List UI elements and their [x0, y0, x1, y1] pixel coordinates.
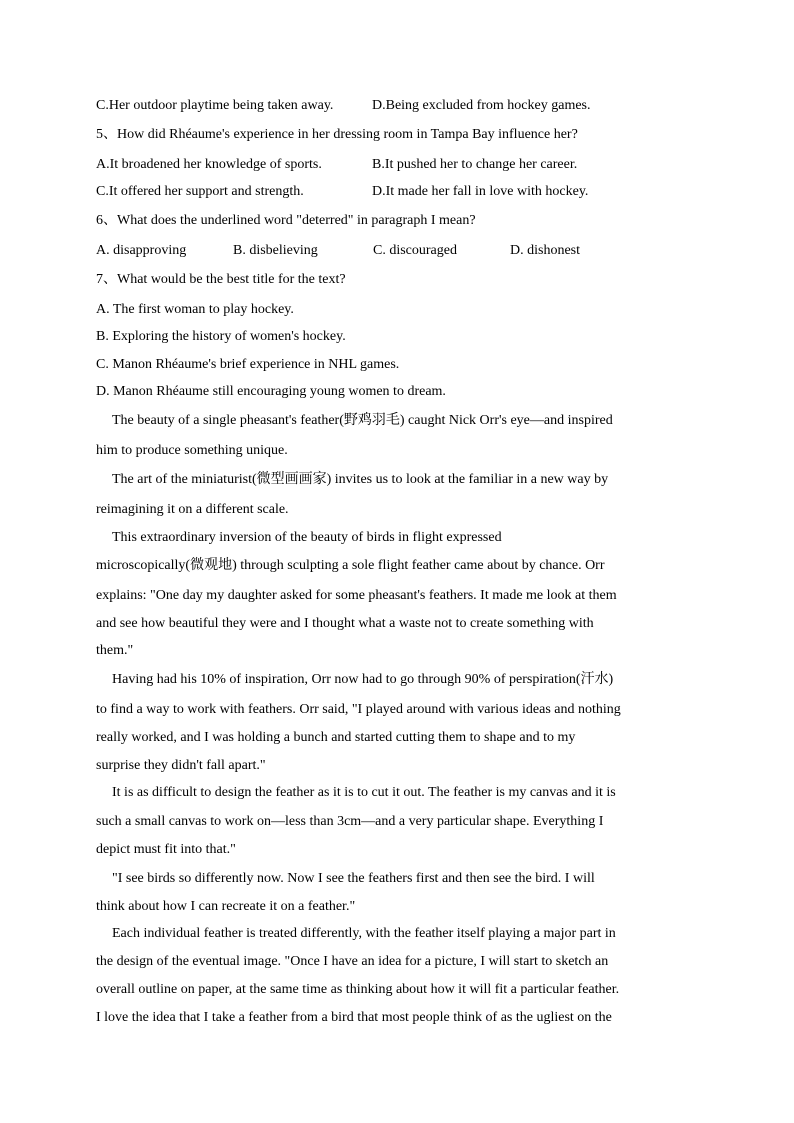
q7-option-b: B. Exploring the history of women's hockey.: [96, 329, 346, 344]
q4-options-row-cd: [96, 96, 736, 116]
passage-line: Each individual feather is treated differently, with the feather itself playing a major part in: [112, 926, 616, 941]
q6-option-a: A. disapproving: [96, 243, 187, 258]
passage-line: him to produce something unique.: [96, 443, 288, 458]
passage-line: "I see birds so differently now. Now I see the feathers first and then see the bird. I will: [112, 871, 595, 886]
passage-line: really worked, and I was holding a bunch and started cutting them to shape and to my: [96, 730, 576, 745]
q7-option-c: C. Manon Rhéaume's brief experience in NHL games.: [96, 357, 400, 372]
q6-stem: 6、What does the underlined word "deterred" in paragraph I mean?: [96, 213, 476, 228]
passage-line: It is as difficult to design the feather as it is to cut it out. The feather is my canvas and it is: [112, 785, 616, 800]
passage-line: Having had his 10% of inspiration, Orr now had to go through 90% of perspiration(汗水): [112, 672, 614, 687]
passage-line: and see how beautiful they were and I thought what a waste not to create something with: [96, 616, 594, 631]
passage-line: microscopically(微观地) through sculpting a sole flight feather came about by chance. Orr: [96, 558, 605, 573]
passage-line: I love the idea that I take a feather from a bird that most people think of as the ugliest on the: [96, 1010, 612, 1025]
q6-option-d: D. dishonest: [510, 243, 580, 258]
q6-option-b: B. disbelieving: [233, 243, 318, 258]
q4-option-d: D.Being excluded from hockey games.: [372, 98, 591, 113]
q7-option-a: A. The first woman to play hockey.: [96, 302, 294, 317]
passage-line: The art of the miniaturist(微型画画家) invites us to look at the familiar in a new way by: [112, 472, 609, 487]
q5-option-b: B.It pushed her to change her career.: [372, 157, 578, 172]
passage-line: to find a way to work with feathers. Orr said, "I played around with various ideas and nothing: [96, 702, 621, 717]
q5-options-row-ab: [96, 155, 736, 175]
q6-option-c: C. discouraged: [373, 243, 457, 258]
passage-line: depict must fit into that.": [96, 842, 236, 857]
passage-line: overall outline on paper, at the same time as thinking about how it will fit a particular feather.: [96, 982, 620, 997]
q5-option-d: D.It made her fall in love with hockey.: [372, 184, 589, 199]
passage-line: The beauty of a single pheasant's feather(野鸡羽毛) caught Nick Orr's eye—and inspired: [112, 413, 613, 428]
q4-option-c: C.Her outdoor playtime being taken away.: [96, 98, 334, 113]
passage-line: think about how I can recreate it on a feather.": [96, 899, 356, 914]
q7-stem: 7、What would be the best title for the text?: [96, 272, 346, 287]
passage-line: This extraordinary inversion of the beauty of birds in flight expressed: [112, 530, 502, 545]
passage-line: explains: "One day my daughter asked for some pheasant's feathers. It made me look at them: [96, 588, 617, 603]
q5-option-c: C.It offered her support and strength.: [96, 184, 304, 199]
passage-line: the design of the eventual image. "Once I have an idea for a picture, I will start to sketch an: [96, 954, 609, 969]
passage-line: surprise they didn't fall apart.": [96, 758, 266, 773]
q5-option-a: A.It broadened her knowledge of sports.: [96, 157, 322, 172]
passage-line: such a small canvas to work on—less than 3cm—and a very particular shape. Everything I: [96, 814, 604, 829]
q5-options-row-cd: [96, 182, 736, 202]
q5-stem: 5、How did Rhéaume's experience in her dressing room in Tampa Bay influence her?: [96, 127, 578, 142]
q7-option-d: D. Manon Rhéaume still encouraging young women to dream.: [96, 384, 446, 399]
passage-line: them.": [96, 643, 134, 658]
q6-options-row: [96, 241, 736, 261]
passage-line: reimagining it on a different scale.: [96, 502, 289, 517]
